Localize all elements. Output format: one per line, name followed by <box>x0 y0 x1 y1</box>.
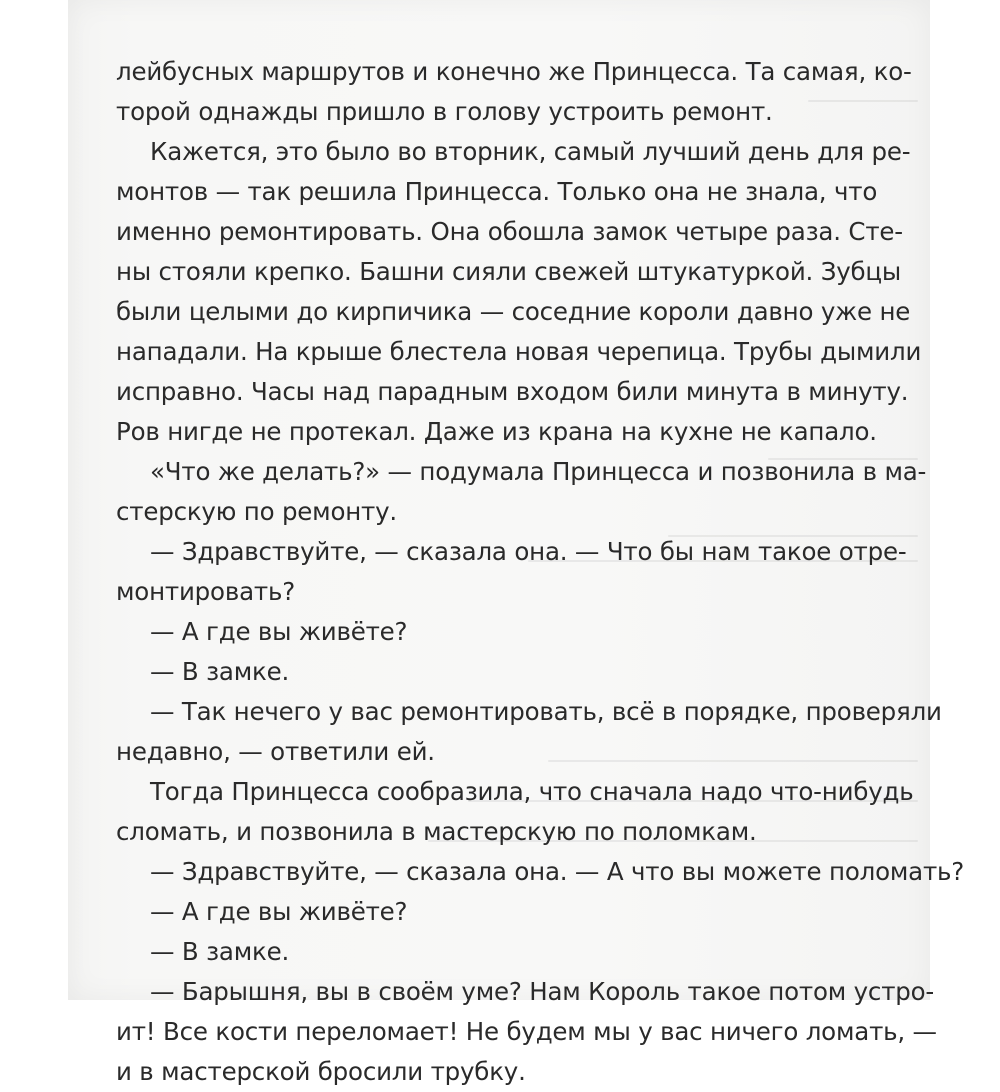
text-line: — Здравствуйте, — сказала она. — А что вы можете поломать? <box>150 857 965 886</box>
text-line: — В замке. <box>150 937 290 966</box>
text-line: исправно. Часы над парадным входом били минута в минуту. <box>116 377 909 406</box>
text-line: — А где вы живёте? <box>150 897 408 926</box>
text-line: — Барышня, вы в своём уме? Нам Король такое потом устро- <box>150 977 935 1006</box>
text-line: сломать, и позвонила в мастерскую по поломкам. <box>116 817 757 846</box>
text-line: Ров нигде не протекал. Даже из крана на кухне не капало. <box>116 417 877 446</box>
text-line: монтировать? <box>116 577 295 606</box>
text-line: — Здравствуйте, — сказала она. — Что бы нам такое отре- <box>150 537 907 566</box>
text-line: «Что же делать?» — подумала Принцесса и позвонила в ма- <box>150 457 927 486</box>
text-line: ны стояли крепко. Башни сияли свежей штукатуркой. Зубцы <box>116 257 902 286</box>
book-text <box>116 52 965 1092</box>
text-line: стерскую по ремонту. <box>116 497 398 526</box>
text-line: монтов — так решила Принцесса. Только она не знала, что <box>116 177 878 206</box>
text-line: недавно, — ответили ей. <box>116 737 435 766</box>
text-line: лейбусных маршрутов и конечно же Принцесса. Та самая, ко- <box>116 57 912 86</box>
text-line: Кажется, это было во вторник, самый лучший день для ре- <box>150 137 911 166</box>
text-line: и в мастерской бросили трубку. <box>116 1057 526 1086</box>
text-line: Тогда Принцесса сообразила, что сначала надо что-нибудь <box>150 777 914 806</box>
text-line: именно ремонтировать. Она обошла замок четыре раза. Сте- <box>116 217 903 246</box>
text-line: — А где вы живёте? <box>150 617 408 646</box>
text-line: нападали. На крыше блестела новая черепица. Трубы дымили <box>116 337 922 366</box>
text-line: торой однажды пришло в голову устроить ремонт. <box>116 97 773 126</box>
text-line: — Так нечего у вас ремонтировать, всё в порядке, проверяли <box>150 697 942 726</box>
text-line: были целыми до кирпичика — соседние короли давно уже не <box>116 297 911 326</box>
text-line: ит! Все кости переломает! Не будем мы у вас ничего ломать, — <box>116 1017 937 1046</box>
text-line: — В замке. <box>150 657 290 686</box>
